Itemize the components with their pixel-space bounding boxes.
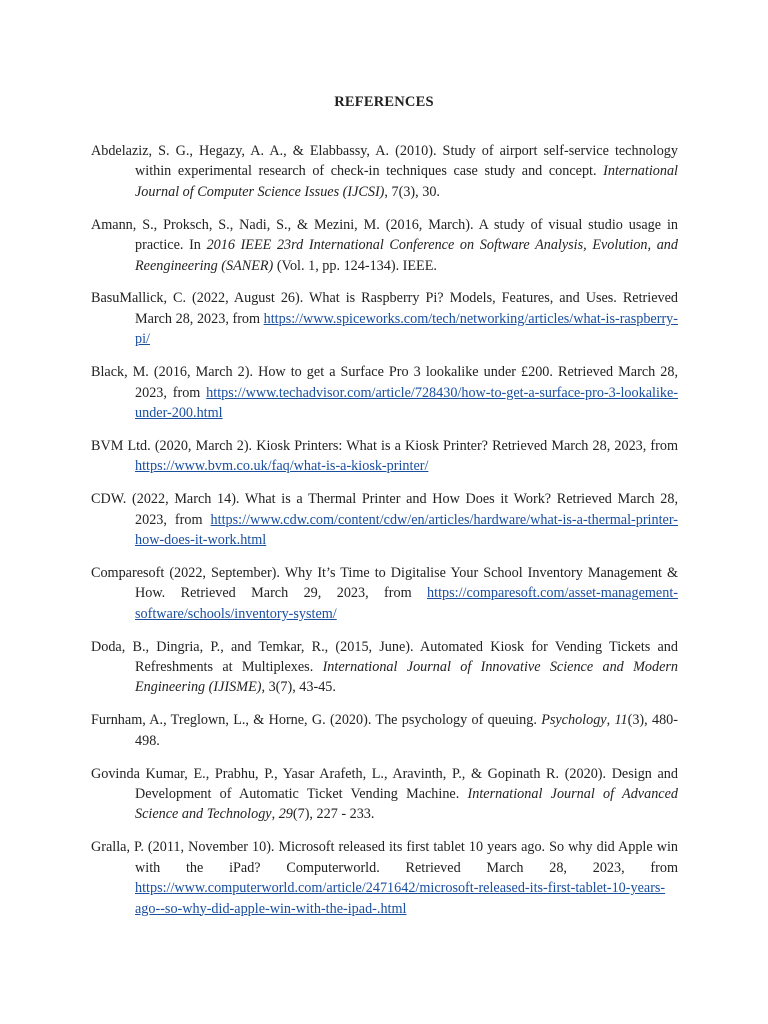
reference-link[interactable]: https://comparesoft.com/asset-management-software/schools/inventory-system/ bbox=[135, 585, 678, 622]
reference-entry: Abdelaziz, S. G., Hegazy, A. A., & Elabbassy, A. (2010). Study of airport self-service technology within experimental research of check-in techniques case study and concept. International Journal of Computer Science Issues (IJCSI), 7(3), 30. bbox=[91, 143, 678, 200]
reference-link[interactable]: https://www.bvm.co.uk/faq/what-is-a-kiosk-printer/ bbox=[135, 458, 429, 475]
reference-link[interactable]: https://www.cdw.com/content/cdw/en/articles/hardware/what-is-a-thermal-printer-how-does-it-work.html bbox=[135, 511, 678, 548]
reference-entry: Black, M. (2016, March 2). How to get a Surface Pro 3 lookalike under £200. Retrieved March 28, 2023, from https://www.techadvisor.com/article/728430/how-to-get-a-surface-pro-3-lookalike-under-200.html bbox=[91, 364, 678, 421]
reference-entry: BVM Ltd. (2020, March 2). Kiosk Printers: What is a Kiosk Printer? Retrieved March 28, 2023, from https://www.bvm.co.uk/faq/what-is-a-kiosk-printer/ bbox=[91, 437, 678, 475]
reference-link[interactable]: https://www.computerworld.com/article/2471642/microsoft-released-its-first-tablet-10-years-ago--so-why-did-apple-win-with-the-ipad-.html bbox=[135, 880, 666, 917]
page-title: REFERENCES bbox=[334, 94, 434, 110]
reference-link[interactable]: https://www.spiceworks.com/tech/networking/articles/what-is-raspberry-pi/ bbox=[135, 310, 678, 348]
reference-entry: Comparesoft (2022, September). Why It’s Time to Digitalise Your School Inventory Management & How. Retrieved March 29, 2023, from https://comparesoft.com/asset-management-software/schools/inventory-system/ bbox=[91, 564, 678, 622]
reference-entry: Furnham, A., Treglown, L., & Horne, G. (2020). The psychology of queuing. Psychology, 11(3), 480-498. bbox=[91, 712, 678, 749]
reference-entry: CDW. (2022, March 14). What is a Thermal Printer and How Does it Work? Retrieved March 28, 2023, from https://www.cdw.com/content/cdw/en/articles/hardware/what-is-a-thermal-printer-how-does-it-work.html bbox=[91, 491, 678, 548]
reference-entry: Amann, S., Proksch, S., Nadi, S., & Mezini, M. (2016, March). A study of visual studio usage in practice. In 2016 IEEE 23rd International Conference on Software Analysis, Evolution, and Reengineering (SANER) (Vol. 1, pp. 124-134). IEEE. bbox=[91, 216, 678, 274]
reference-entry: Gralla, P. (2011, November 10). Microsoft released its first tablet 10 years ago. So why did Apple win with the iPad? Computerworld. Retrieved March 28, 2023, from https://www.computerworld.com/article/2471642/microsoft-released-its-first-tablet-10-years-ago--so-why-did-apple-win-with-the-ipad-.html bbox=[91, 839, 678, 917]
reference-entry: Govinda Kumar, E., Prabhu, P., Yasar Arafeth, L., Aravinth, P., & Gopinath R. (2020). Design and Development of Automatic Ticket Vending Machine. International Journal of Advanced Science and Technology, 29(7), 227 - 233. bbox=[91, 765, 678, 823]
reference-entry: BasuMallick, C. (2022, August 26). What is Raspberry Pi? Models, Features, and Uses. Retrieved March 28, 2023, from https://www.spiceworks.com/tech/networking/articles/what-is-raspberry-pi/ bbox=[91, 290, 678, 348]
reference-entry: Doda, B., Dingria, P., and Temkar, R., (2015, June). Automated Kiosk for Vending Tickets and Refreshments at Multiplexes. International Journal of Innovative Science and Modern Engineering (IJISME), 3(7), 43-45. bbox=[91, 638, 679, 696]
reference-link[interactable]: https://www.techadvisor.com/article/728430/how-to-get-a-surface-pro-3-lookalike-under-200.html bbox=[135, 384, 678, 421]
reference-list bbox=[91, 141, 678, 932]
